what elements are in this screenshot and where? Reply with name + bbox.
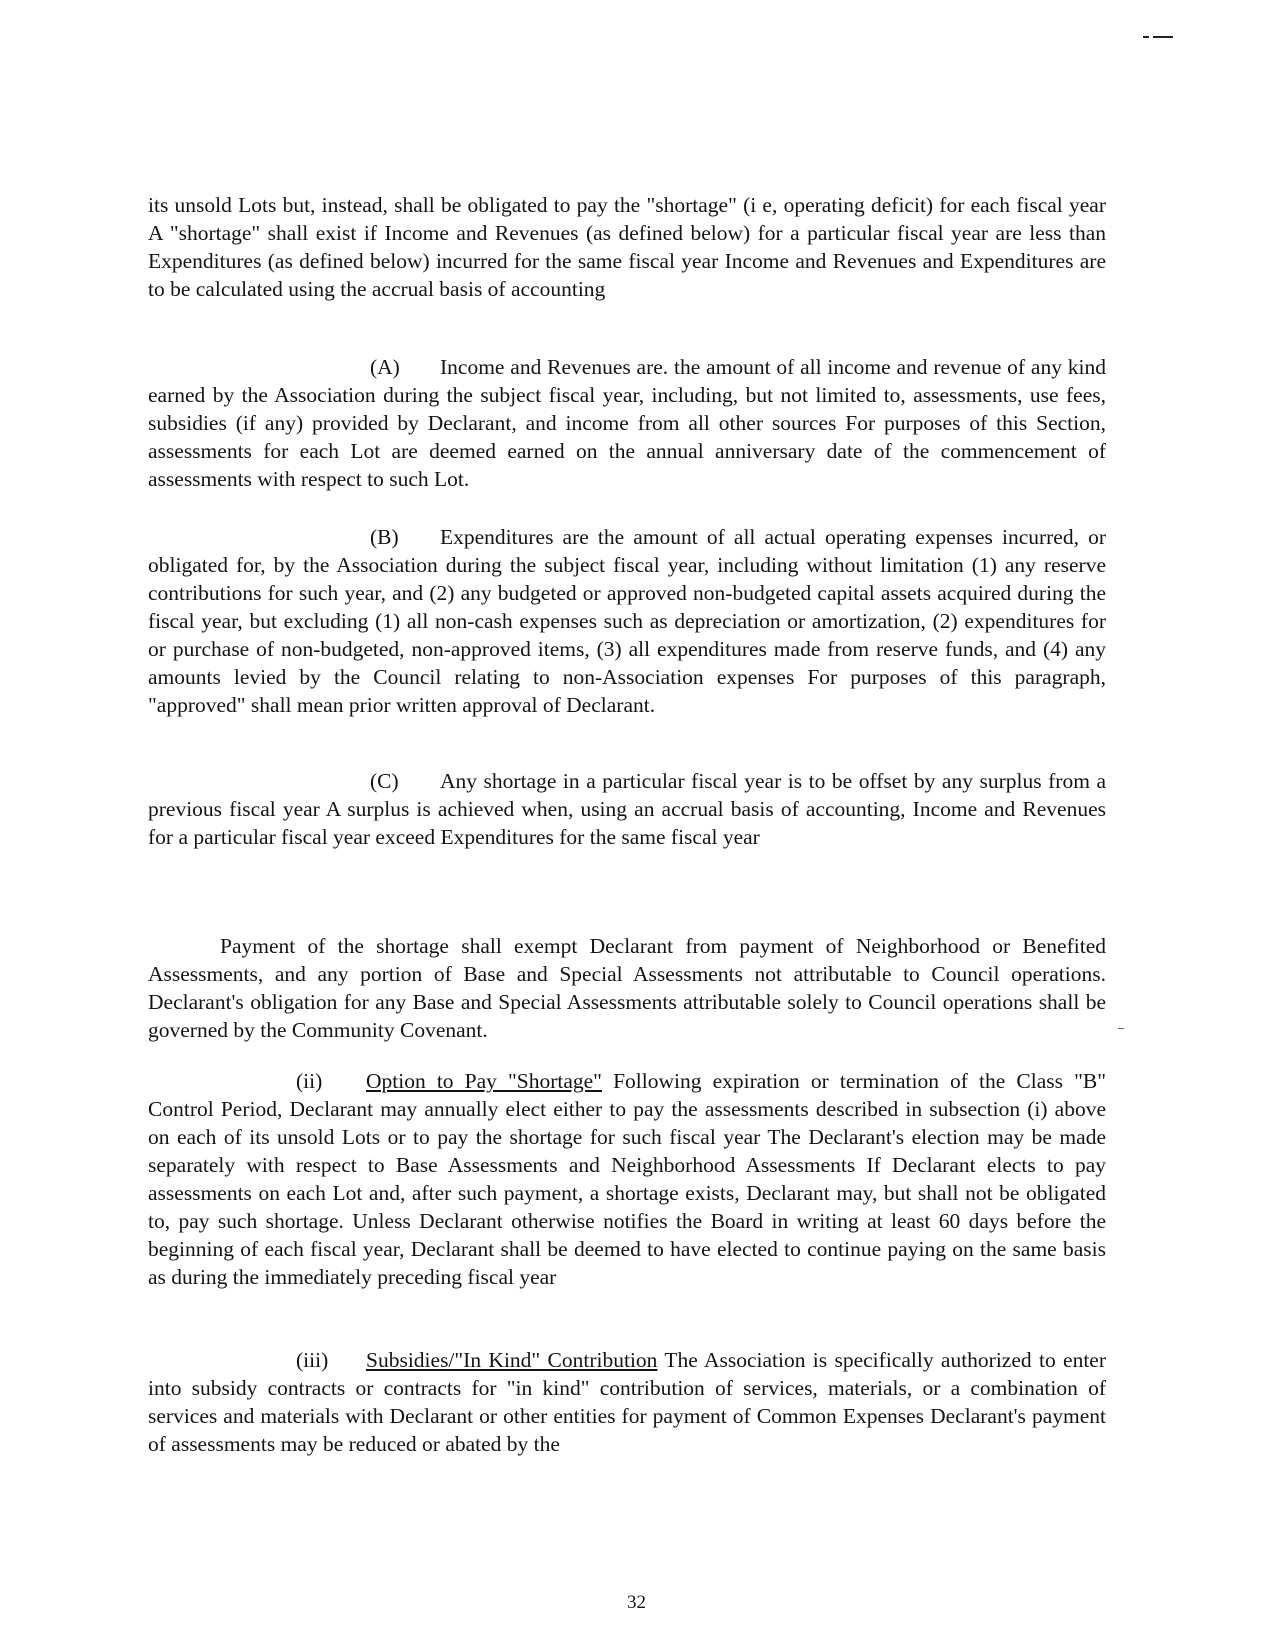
margin-dash <box>1118 1028 1124 1029</box>
item-label-c: (C) <box>370 769 399 793</box>
page-number: 32 <box>627 1592 646 1613</box>
item-label-ii: (ii) <box>296 1069 323 1093</box>
item-label-a: (A) <box>370 355 400 379</box>
paragraph-text: its unsold Lots but, instead, shall be obligated to pay the "shortage" (i e, operating deficit) for each fiscal year A "shortage" shall exist if Income and Revenues (as defined below) for a particular fiscal year are less than Expenditures (as defined below) incurred for the same fiscal year Income and Revenues and Expenditures are to be calculated using the accrual basis of accounting <box>148 193 1106 301</box>
paragraph-shortage-intro <box>148 191 1106 303</box>
paragraph-text: Following expiration or termination of the Class "B" Control Period, Declarant may annually elect either to pay the assessments described in subsection (i) above on each of its unsold Lots or to pay the shortage for such fiscal year The Declarant's election may be made separately with respect to Base Assessments and Neighborhood Assessments If Declarant elects to pay assessments on each Lot and, after such payment, a shortage exists, Declarant may, but shall not be obligated to, pay such shortage. Unless Declarant otherwise notifies the Board in writing at least 60 days before the beginning of each fiscal year, Declarant shall be deemed to have elected to continue paying on the same basis as during the immediately preceding fiscal year <box>148 1069 1106 1289</box>
paragraph-text: Any shortage in a particular fiscal year is to be offset by any surplus from a previous fiscal year A surplus is achieved when, using an accrual basis of accounting, Income and Revenues for a particular fiscal year exceed Expenditures for the same fiscal year <box>148 769 1106 849</box>
paragraph-ii-option-to-pay-shortage <box>148 1067 1106 1291</box>
paragraph-text: The Association is specifically authorized to enter into subsidy contracts or contracts for "in kind" contribution of services, materials, or a combination of services and materials with Declarant or other entities for payment of Common Expenses Declarant's payment of assessments may be reduced or abated by the <box>148 1348 1106 1456</box>
paragraph-text: Income and Revenues are. the amount of all income and revenue of any kind earned by the Association during the subject fiscal year, including, but not limited to, assessments, use fees, subsidies (if any) provided by Declarant, and income from all other sources For purposes of this Section, assessments for each Lot are deemed earned on the annual anniversary date of the commencement of assessments with respect to such Lot. <box>148 355 1106 491</box>
paragraph-iii-subsidies <box>148 1346 1106 1458</box>
section-heading: Subsidies/"In Kind" Contribution <box>366 1348 658 1372</box>
corner-mark <box>1153 36 1173 38</box>
corner-mark <box>1143 36 1149 38</box>
section-heading: Option to Pay "Shortage" <box>366 1069 602 1093</box>
paragraph-text: Expenditures are the amount of all actual operating expenses incurred, or obligated for, by the Association during the subject fiscal year, including without limitation (1) any reserve contributions for such year, and (2) any budgeted or approved non-budgeted capital assets acquired during the fiscal year, but excluding (1) all non-cash expenses such as depreciation or amortization, (2) expenditures for or purchase of non-budgeted, non-approved items, (3) all expenditures made from reserve funds, and (4) any amounts levied by the Council relating to non-Association expenses For purposes of this paragraph, "approved" shall mean prior written approval of Declarant. <box>148 525 1106 717</box>
paragraph-a-income-revenues <box>148 353 1106 493</box>
paragraph-b-expenditures <box>148 523 1106 719</box>
item-label-iii: (iii) <box>296 1348 329 1372</box>
item-label-b: (B) <box>370 525 399 549</box>
paragraph-payment-of-shortage <box>148 932 1106 1044</box>
paragraph-text: Payment of the shortage shall exempt Declarant from payment of Neighborhood or Benefited Assessments, and any portion of Base and Special Assessments not attributable to Council operations. Declarant's obligation for any Base and Special Assessments attributable solely to Council operations shall be governed by the Community Covenant. <box>148 934 1106 1042</box>
paragraph-c-surplus <box>148 767 1106 851</box>
